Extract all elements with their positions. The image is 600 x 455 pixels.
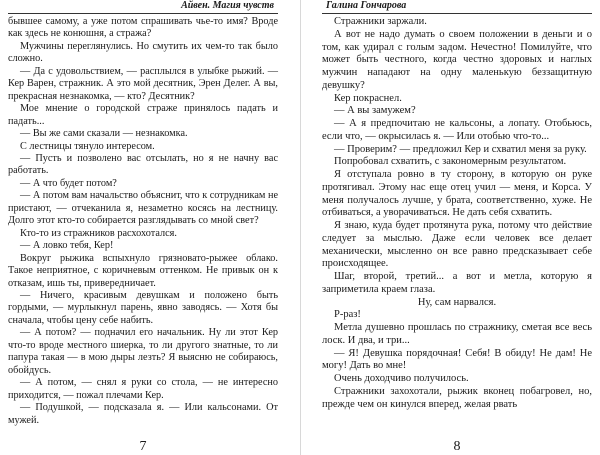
paragraph: Мое мнение о городской страже принялось падать и падать... [8,103,278,127]
paragraph: — А потом, — снял я руки со стола, — не интересно приходится, — пожал плечами Кер. [8,377,278,401]
paragraph: Стражники захохотали, рыжик вконец побагровел, но, прежде чем он кинулся вперед, желая рвать [322,385,592,410]
paragraph: — А вы замужем? [334,105,416,117]
left-page-text [8,14,278,427]
paragraph: — А потом вам начальство объяснит, что к сотрудникам не пристают, — отчеканила я, незаметно косясь на лестницу. Долго этот кто-то собирается разглядывать со мной свет? [8,190,279,227]
right-page-text [322,14,592,411]
paragraph: бывшее самому, а уже потом спрашивать чье-то имя? Вроде как здесь не конюшня, а стража? [8,16,278,40]
paragraph: Шаг, второй, третий... а вот и метла, которую я заприметила краем глаза. [322,271,592,295]
paragraph: — А что будет потом? [20,177,117,189]
paragraph: Кто-то из стражников расхохотался. [20,227,177,239]
paragraph: — Я! Девушка порядочная! Себя! В обиду! Не дам! Не могу! Дать во мне! [322,347,592,372]
paragraph: — Ничего, красивым девушкам и положено быть гордыми, — мурлыкнул парень, явно заводясь. — Хотя бы сначала, чтобы цену себе набить. [8,289,278,326]
paragraph: Метла душевно прошлась по стражнику, сметая все весь лоск. И два, и три... [322,322,592,346]
paragraph: — А ловко тебя, Кер! [20,240,114,252]
paragraph: — А потом? — подначил его начальник. Ну ли этот Кер что-то вроде местного шиерка, то ли другого знатные, то ли папура такая — в мою дыры лезть? Я выясню не собираюсь, обойдусь. [8,327,278,376]
left-running-header [8,0,278,14]
paragraph: — Да с удовольствием, — расплылся в улыбке рыжий. — Кер Варен, стражник. А это мой десятник, Эрен Делег. А вы, прекрасная незнакомка, — кто? Десятник? [8,65,278,102]
left-page [8,0,278,455]
paragraph: Стражники заржали. [334,16,427,27]
paragraph: — Вы же сами сказали — незнакомка. [20,128,188,140]
paragraph: Мужчины переглянулись. Но смутить их чем-то так было сложно. [8,40,278,65]
paragraph: — Подушкой, — подсказала я. — Или кальсонами. От мужей. [8,402,278,426]
paragraph: — Проверим? — предложил Кер и схватил меня за руку. [334,143,587,155]
right-running-header [322,0,592,14]
right-page-number: 8 [453,439,461,454]
paragraph: — А я предпочитаю не кальсоны, а лопату. Отобьюсь, если что, — окрысилась я. — Или отобью что-то... [322,118,592,142]
paragraph: С лестницы тянуло интересом. [20,140,155,152]
right-header-title: Галина Гончарова [326,0,407,11]
paragraph: — Пусть и позволено вас отсылать, но я не начну вас работать. [8,152,278,177]
left-header-title: Айвен. Магия чувств [181,0,274,11]
paragraph: Попробовал схватить, с закономерным результатом. [334,156,567,168]
page-gutter [300,0,301,455]
paragraph: Р-раз! [334,309,361,321]
paragraph: Я знаю, куда будет протянута рука, потому что действие следует за мыслью. Даже если человек все делает механически, мысленно он все равно предсказывает себе происходящее. [322,220,592,270]
paragraph: А вот не надо думать о своем положении в деньги и о том, как удирал с голым задом. Нечестно! Помилуйте, что может быть честного, когда честно здоровых и наглых мужчин нападают на одну маленькую беззащитную девушку? [322,28,592,91]
left-page-number: 7 [139,439,147,454]
paragraph: Вокруг рыжика вспыхнуло грязновато-рыжее облако. Такое неприятное, с коричневым оттенком. Не привык он к отказам, ишь ты, привередничает. [8,252,278,289]
paragraph: Очень доходчиво получилось. [334,373,469,384]
right-page [322,0,592,455]
paragraph: Я отступала ровно в ту сторону, в которую он руке протягивал. Этому нас еще отец учил — меня, и Корса. У меня получалось лучше, у брата, соответственно, хуже. Не отбиваться, а уворачиваться. Не дать себя схватить. [322,169,592,219]
paragraph: Кер покраснел. [334,92,402,104]
paragraph: Ну, сам нарвался. [417,296,497,308]
